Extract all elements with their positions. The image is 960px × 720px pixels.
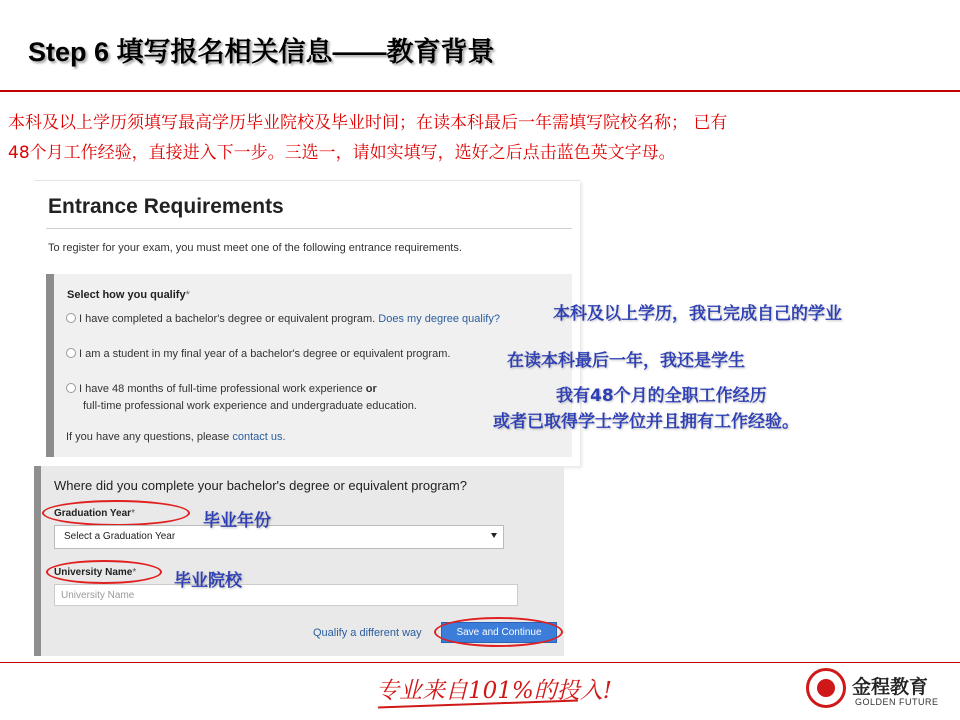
- bachelor-form-panel: [34, 466, 564, 656]
- golden-future-logo-icon: [806, 668, 846, 708]
- caret-down-icon: [491, 533, 497, 538]
- option-work-experience[interactable]: [66, 381, 417, 415]
- radio-icon[interactable]: [66, 313, 76, 323]
- annotation-completed-degree: 本科及以上学历，我已完成自己的学业: [553, 304, 842, 324]
- radio-icon[interactable]: [66, 348, 76, 358]
- university-name-label-text: University Name: [54, 567, 133, 578]
- option-work-experience-label: I have 48 months of full-time professional work experience: [79, 383, 363, 395]
- save-and-continue-button[interactable]: Save and Continue: [441, 622, 557, 643]
- title-divider: [0, 90, 960, 92]
- contact-us-link[interactable]: contact us.: [232, 431, 286, 443]
- option-work-experience-label-2: full-time professional work experience and undergraduate education.: [83, 400, 417, 412]
- instructions-line-1: 本科及以上学历须填写最高学历毕业院校及毕业时间；在读本科最后一年需填写院校名称； 已有: [8, 113, 728, 133]
- qualify-label: [67, 289, 190, 301]
- bachelor-question: Where did you complete your bachelor's degree or equivalent program?: [54, 478, 467, 493]
- logo-chinese-name: 金程教育: [852, 677, 929, 698]
- save-highlight-ellipse: [434, 617, 563, 647]
- instructions-line-2: 48个月工作经验，直接进入下一步。三选一，请如实填写，选好之后点击蓝色英文字母。: [8, 143, 676, 163]
- option-completed-degree[interactable]: [66, 311, 500, 328]
- slide-title: Step 6 填写报名相关信息——教育背景: [28, 37, 495, 67]
- annotation-university: 毕业院校: [174, 571, 242, 591]
- option-completed-degree-label: I have completed a bachelor's degree or equivalent program.: [79, 313, 376, 325]
- university-name-input[interactable]: [54, 584, 518, 606]
- graduation-year-label-text: Graduation Year: [54, 508, 132, 519]
- radio-icon[interactable]: [66, 383, 76, 393]
- annotation-work-experience-2: 或者已取得学士学位并且拥有工作经验。: [493, 412, 799, 432]
- entrance-intro: To register for your exam, you must meet one of the following entrance requirements.: [48, 242, 462, 254]
- annotation-final-year: 在读本科最后一年，我还是学生: [507, 351, 745, 371]
- graduation-highlight-ellipse: [42, 500, 190, 526]
- graduation-year-select[interactable]: [54, 525, 504, 549]
- qualify-label-text: Select how you qualify: [67, 289, 186, 301]
- footer-slogan: 专业来自101%的投入!: [376, 678, 612, 704]
- required-mark: *: [132, 567, 137, 578]
- option-or: or: [365, 383, 377, 395]
- option-final-year-student[interactable]: [66, 346, 450, 363]
- annotation-work-experience-1: 我有48个月的全职工作经历: [556, 386, 767, 406]
- graduation-year-select-value: Select a Graduation Year: [64, 531, 176, 542]
- questions-line: [66, 431, 286, 443]
- option-final-year-label: I am a student in my final year of a bachelor's degree or equivalent program.: [79, 348, 451, 360]
- university-highlight-ellipse: [46, 560, 162, 584]
- logo-english-name: GOLDEN FUTURE: [855, 697, 939, 707]
- instructions: [8, 108, 928, 168]
- qualify-different-way-link[interactable]: Qualify a different way: [313, 627, 422, 639]
- questions-text: If you have any questions, please: [66, 431, 230, 443]
- required-mark: *: [185, 289, 190, 301]
- footer-divider: [0, 662, 960, 663]
- annotation-graduation-year: 毕业年份: [203, 511, 271, 531]
- required-mark: *: [131, 508, 135, 519]
- university-name-placeholder: University Name: [61, 590, 135, 601]
- entrance-heading: Entrance Requirements: [48, 195, 284, 218]
- degree-qualify-link[interactable]: Does my degree qualify?: [378, 313, 500, 325]
- heading-divider: [46, 228, 572, 229]
- logo-seal-center: [817, 679, 835, 697]
